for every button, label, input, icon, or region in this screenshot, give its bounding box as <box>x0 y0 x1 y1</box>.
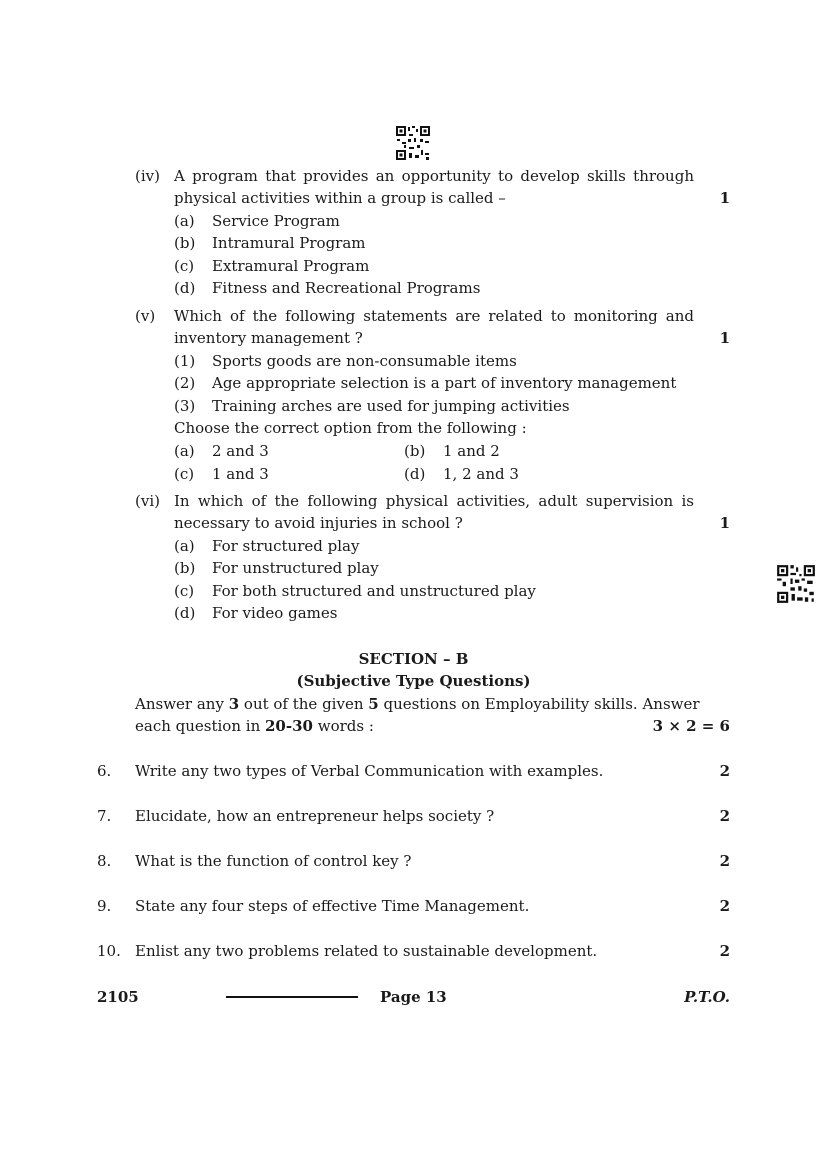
question-text-line1: Which of the following statements are related to monitoring and <box>174 307 694 325</box>
option-text: Service Program <box>212 212 340 230</box>
option-text: For both structured and unstructured play <box>212 582 536 600</box>
option-text: Fitness and Recreational Programs <box>212 279 481 297</box>
question-marks: 2 <box>719 897 730 915</box>
option-text: 1 and 3 <box>212 465 269 483</box>
question-marks: 1 <box>719 329 730 347</box>
question-text: Write any two types of Verbal Communication with examples. <box>135 762 604 780</box>
question-text: Enlist any two problems related to sustainable development. <box>135 942 598 960</box>
question-number: 7. <box>97 807 112 825</box>
question-text: State any four steps of effective Time Management. <box>135 897 530 915</box>
question-text-line2: inventory management ? <box>174 329 363 347</box>
option-label: (a) <box>174 537 195 555</box>
option-text: For unstructured play <box>212 559 379 577</box>
statement-label: (1) <box>174 352 196 370</box>
question-marks: 2 <box>719 852 730 870</box>
option-label: (c) <box>174 257 195 275</box>
statement-text: Sports goods are non-consumable items <box>212 352 517 370</box>
option-label: (d) <box>174 604 196 622</box>
option-label: (a) <box>174 212 195 230</box>
option-label: (d) <box>174 279 196 297</box>
question-marks: 2 <box>719 807 730 825</box>
instruction-text: questions on Employability skills. Answer <box>378 695 700 713</box>
section-title: SECTION – B <box>358 650 469 668</box>
statement-text: Training arches are used for jumping activities <box>212 397 570 415</box>
instruction-text: words : <box>312 717 374 735</box>
option-label: (b) <box>174 234 196 252</box>
option-text: 1 and 2 <box>443 442 500 460</box>
option-label: (c) <box>174 465 195 483</box>
page-number: Page 13 <box>380 988 447 1006</box>
option-text: For structured play <box>212 537 360 555</box>
option-label: (a) <box>174 442 195 460</box>
instruction-word-range: 20-30 <box>265 717 313 735</box>
question-number: (vi) <box>135 492 160 510</box>
section-instruction-line1 <box>135 693 700 715</box>
choose-instruction: Choose the correct option from the following : <box>174 419 527 437</box>
question-number: 9. <box>97 897 112 915</box>
statement-text: Age appropriate selection is a part of inventory management <box>212 374 677 392</box>
question-number: (v) <box>135 307 156 325</box>
instruction-total: 5 <box>368 695 379 713</box>
option-text: 1, 2 and 3 <box>443 465 519 483</box>
pto-label: P.T.O. <box>684 988 730 1006</box>
option-text: For video games <box>212 604 338 622</box>
option-text: Extramural Program <box>212 257 370 275</box>
question-text: Elucidate, how an entrepreneur helps society ? <box>135 807 495 825</box>
question-text-line2: necessary to avoid injuries in school ? <box>174 514 463 532</box>
paper-code: 2105 <box>97 988 139 1006</box>
question-number: 8. <box>97 852 112 870</box>
footer-divider <box>226 996 358 998</box>
marks-scheme: 3 × 2 = 6 <box>652 717 730 735</box>
question-marks: 1 <box>719 514 730 532</box>
question-number: 10. <box>97 942 121 960</box>
qr-code-top-icon <box>395 125 431 161</box>
option-label: (b) <box>404 442 426 460</box>
statement-label: (3) <box>174 397 196 415</box>
question-number: (iv) <box>135 167 160 185</box>
question-marks: 1 <box>719 189 730 207</box>
section-instruction-line2 <box>135 715 374 737</box>
instruction-text: each question in <box>135 717 265 735</box>
section-subtitle: (Subjective Type Questions) <box>296 672 531 690</box>
option-text: 2 and 3 <box>212 442 269 460</box>
option-label: (b) <box>174 559 196 577</box>
instruction-count: 3 <box>228 695 240 713</box>
instruction-text: Answer any <box>135 695 229 713</box>
question-marks: 2 <box>719 942 730 960</box>
question-text: What is the function of control key ? <box>135 852 412 870</box>
question-marks: 2 <box>719 762 730 780</box>
statement-label: (2) <box>174 374 196 392</box>
question-text-line1: A program that provides an opportunity to develop skills through <box>174 167 694 185</box>
qr-code-side-icon <box>776 564 816 604</box>
option-label: (d) <box>404 465 426 483</box>
question-text-line1: In which of the following physical activities, adult supervision is <box>174 492 694 510</box>
option-text: Intramural Program <box>212 234 366 252</box>
option-label: (c) <box>174 582 195 600</box>
question-text-line2: physical activities within a group is called – <box>174 189 506 207</box>
instruction-text: out of the given <box>239 695 369 713</box>
question-number: 6. <box>97 762 112 780</box>
